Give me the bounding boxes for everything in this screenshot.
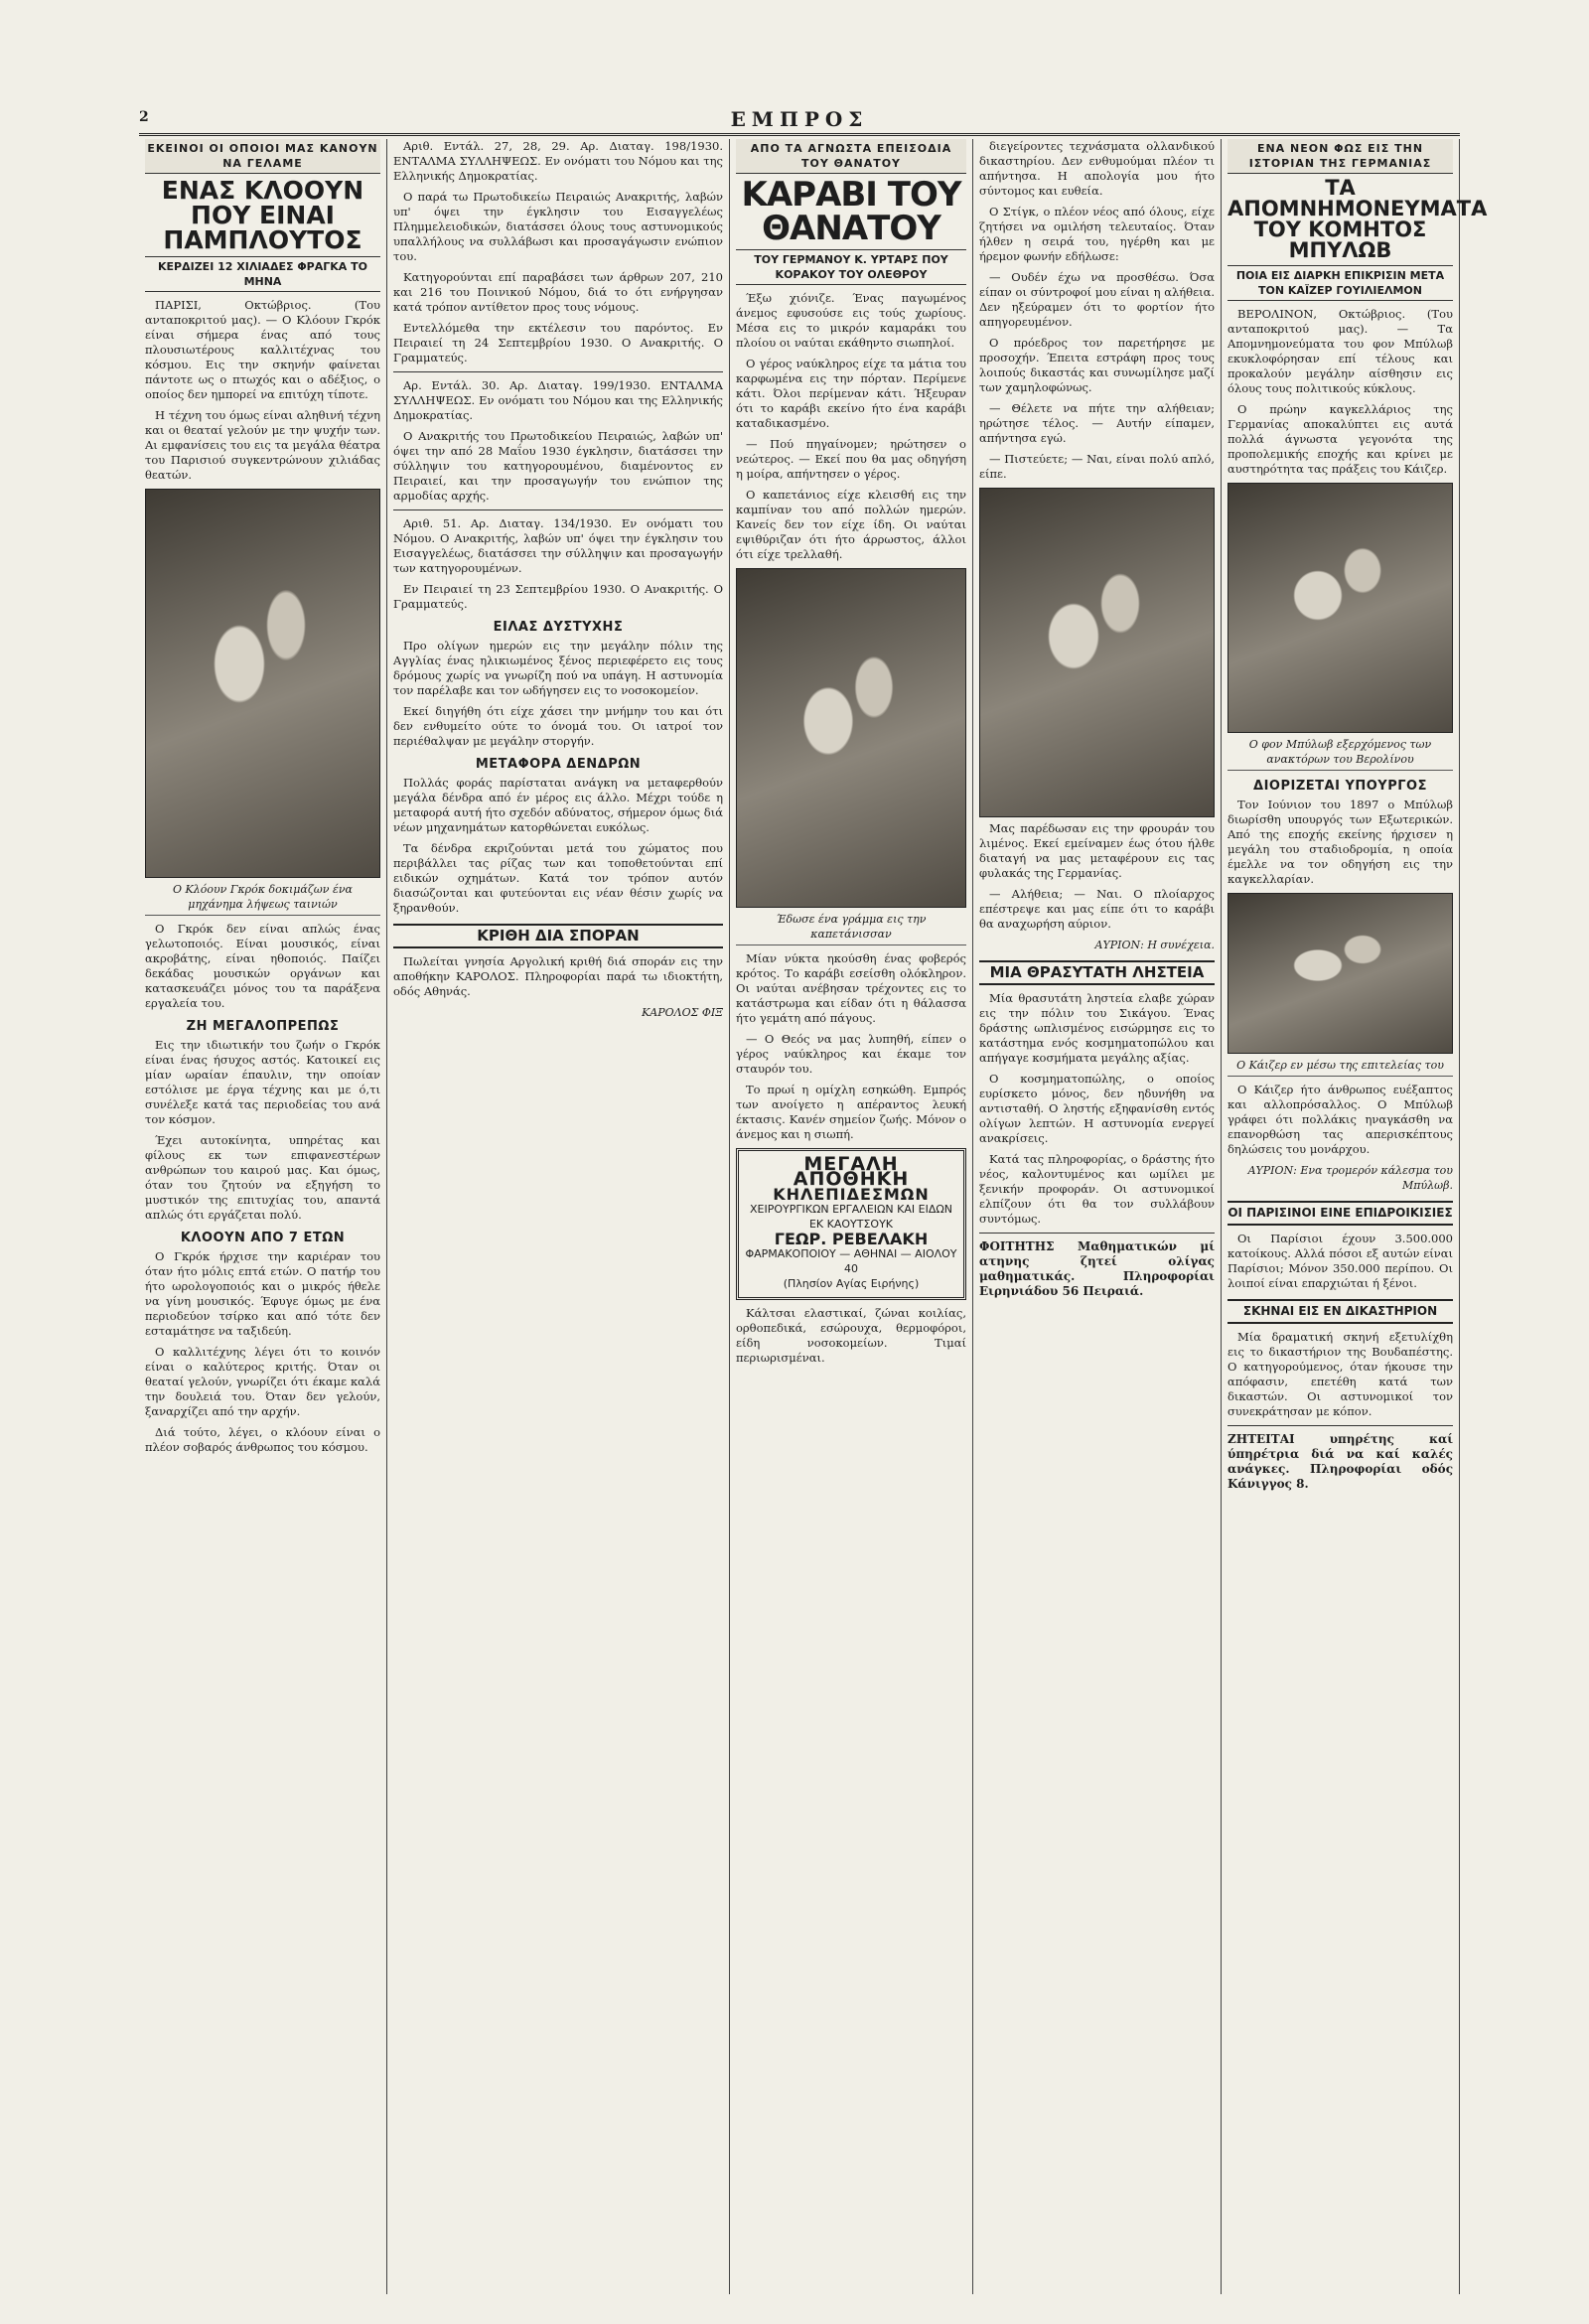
- paragraph: Αρ. Εντάλ. 30. Αρ. Διαταγ. 199/1930. ΕΝΤΑΛΜΑ ΣΥΛΛΗΨΕΩΣ. Εν ονόματι του Νόμου και της Ελληνικής Δημοκρατίας.: [393, 378, 723, 422]
- paragraph: — Ουδέν έχω να προσθέσω. Όσα είπαν οι σύντροφοί μου είναι η αλήθεια. Δεν ηξεύραμεν ότι το φορτίον ήτο απηγορευμένον.: [979, 270, 1215, 329]
- paragraph: Ο πρόεδρος τον παρετήρησε με προσοχήν. Έπειτα εστράφη προς τους λοιπούς δικαστάς και συνωμίλησε μαζί των χαμηλοφώνως.: [979, 336, 1215, 394]
- paragraph: Εν Πειραιεί τη 23 Σεπτεμβρίου 1930. Ο Ανακριτής. Ο Γραμματεύς.: [393, 582, 723, 611]
- paragraph: Ο καλλιτέχνης λέγει ότι το κοινόν είναι ο καλύτερος κριτής. Όταν οι θεαταί γελούν, γνωρίζει ότι έκαμε καλά την δουλειά του. Όταν δεν γελούν, ξαναρχίζει από την αρχήν.: [145, 1345, 380, 1418]
- kicker: ΑΠΟ ΤΑ ΑΓΝΩΣΤΑ ΕΠΕΙΣΟΔΙΑ ΤΟΥ ΘΑΝΑΤΟΥ: [736, 139, 966, 174]
- paragraph: ΒΕΡΟΛΙΝΟΝ, Οκτώβριος. (Του ανταποκριτού μας). — Τα Απομνημονεύματα του φον Μπύλωβ εκυκλοφόρησαν επί τέλους και προκαλούν μεγάλην αίσθησιν εις όλους τους πολιτικούς κύκλους.: [1228, 307, 1453, 395]
- paragraph: Μία θρασυτάτη ληστεία ελαβε χώραν εις την πόλιν του Σικάγου. Ένας δράστης ωπλισμένος εισώρμησε εις το κατάστημα ενός κοσμηματοπώλου και απήγαγε κοσμήματα μεγάλης αξίας.: [979, 991, 1215, 1065]
- paragraph: Έξω χιόνιζε. Ένας παγωμένος άνεμος εφυσούσε εις τούς χωρίους. Μέσα εις το μικρόν καμαράκι του πλοίου οι ναύται εκάθηντο σιωπηλοί.: [736, 291, 966, 350]
- paragraph: Αριθ. 51. Αρ. Διαταγ. 134/1930. Εν ονόματι του Νόμου. Ο Ανακριτής, λαβών υπ' όψει την έγκλησιν του Εισαγγελέως, διατάσσει την σύλληψιν και προσαγωγήν των κατηγορουμένων.: [393, 516, 723, 575]
- paragraph: — Αλήθεια; — Ναι. Ο πλοίαρχος επέστρεψε και μας είπε ότι το καράβι θα αναχωρήση αύριον.: [979, 887, 1215, 931]
- classified-ad: ΖΗΤΕΙΤΑΙ υπηρέτης καί ύπηρέτρια διά να καί καλές ανάγκες. Πληροφορίαι οδός Κάνιγγος 8.: [1228, 1432, 1453, 1491]
- subhead: ΤΟΥ ΓΕΡΜΑΝΟΥ Κ. ΥΡΤΑΡΣ ΠΟΥ ΚΟΡΑΚΟΥ ΤΟΥ ΟΛΕΘΡΟΥ: [736, 249, 966, 285]
- paragraph: Τα δένδρα εκριζούνται μετά του χώματος που περιβάλλει τας ρίζας των και τοποθετούνται επί ειδικών οχημάτων. Κατά τον τρόπον αυτόν διασώζονται και φυτεύονται εις νέαν θέσιν χωρίς να ξηρανθούν.: [393, 841, 723, 915]
- paragraph: Ο καπετάνιος είχε κλεισθή εις την καμπίναν του από πολλών ημερών. Κανείς δεν τον είχε ίδη. Οι ναύται εψιθύριζαν ότι ήτο άρρωστος, άλλοι ότι είχε τρελλαθή.: [736, 488, 966, 561]
- ad-title: ΜΕΓΑΛΗ ΑΠΟΘΗΚΗ: [793, 1153, 910, 1190]
- section-heading: ΚΛΟΟΥΝ ΑΠΟ 7 ΕΤΩΝ: [180, 1231, 346, 1245]
- headline: ΤΑ ΑΠΟΜΝΗΜΟΝΕΥΜΑΤΑ ΤΟΥ ΚΟΜΗΤΟΣ ΜΠΥΛΩΒ: [1228, 176, 1488, 262]
- ad-line: ΦΑΡΜΑΚΟΠΟΙΟΥ — ΑΘΗΝΑΙ — ΑΙΟΛΟΥ 40: [745, 1247, 957, 1275]
- photo-caption: Έδωσε ένα γράμμα εις την καπετάνισσαν: [736, 912, 966, 945]
- ad-subtitle: ΚΗΛΕΠΙΔΕΣΜΩΝ: [773, 1185, 930, 1204]
- section-heading: ΔΙΟΡΙΖΕΤΑΙ ΥΠΟΥΡΓΟΣ: [1253, 779, 1427, 794]
- section-heading: ΟΙ ΠΑΡΙΣΙΝΟΙ ΕΙΝΕ ΕΠΙΔΡΟΙΚΙΣΙΕΣ: [1228, 1201, 1453, 1226]
- subhead: ΚΕΡΔΙΖΕΙ 12 ΧΙΛΙΑΔΕΣ ΦΡΑΓΚΑ ΤΟ ΜΗΝΑ: [145, 256, 380, 292]
- illustration: [736, 568, 966, 908]
- paragraph: Πωλείται γνησία Αργολική κριθή διά σποράν εις την αποθήκην ΚΑΡΟΛΟΣ. Πληροφορίαι παρά τω ιδιοκτήτη, οδός Αθηνάς.: [393, 954, 723, 998]
- paragraph: — Πιστεύετε; — Ναι, είναι πολύ απλό, είπε.: [979, 452, 1215, 481]
- paragraph: Έχει αυτοκίνητα, υπηρέτας και φίλους εκ των επιφανεστέρων ανθρώπων του καιρού μας. Και όμως, όταν του ζητούν να εξηγήση το μυστικόν της επιτυχίας του, απαντά απλώς ότι εργάζεται πολύ.: [145, 1133, 380, 1222]
- section-heading: ΜΕΤΑΦΟΡΑ ΔΕΝΔΡΩΝ: [475, 757, 642, 772]
- paragraph: Κατά τας πληροφορίας, ο δράστης ήτο νέος, καλοντυμένος και ωμίλει με ξενικήν προφοράν. Οι αστυνομικοί ελπίζουν ότι θα τον συλλάβουν συντόμως.: [979, 1152, 1215, 1226]
- paragraph: Μίαν νύκτα ηκούσθη ένας φοβερός κρότος. Το καράβι εσείσθη ολόκληρον. Οι ναύται ανέβησαν τρέχοντες εις το κατάστρωμα και είδαν ότι η θάλασσα ήτο γεμάτη από πάγους.: [736, 951, 966, 1025]
- ad-heading: ΚΡΙΘΗ ΔΙΑ ΣΠΟΡΑΝ: [393, 924, 723, 948]
- portrait-photo: [979, 488, 1215, 817]
- clown-photo: [145, 489, 380, 878]
- ad-name: ΓΕΩΡ. ΡΕΒΕΛΑΚΗ: [774, 1230, 929, 1248]
- paragraph: Ο γέρος ναύκληρος είχε τα μάτια του καρφωμένα εις την πόρταν. Περίμενε κάτι. Όλοι περίμεναν κάτι. Ήξευραν ότι το καράβι εκείνο ήτο ένα καράβι καταδικασμένο.: [736, 357, 966, 430]
- paragraph: — Θέλετε να πήτε την αλήθειαν; ηρώτησε τέλος. — Αυτήν είπαμεν, απήντησα εγώ.: [979, 401, 1215, 445]
- paragraph: Προ ολίγων ημερών εις την μεγάλην πόλιν της Αγγλίας ένας ηλικιωμένος ξένος περιεφέρετο εις τους δρόμους χωρίς να γνωρίζη πού να υπάγη. Η αστυνομία τον παρέλαβε και τον ωδήγησεν εις το νοσοκομείον.: [393, 639, 723, 697]
- photo-caption: Ο Κάιζερ εν μέσω της επιτελείας του: [1228, 1058, 1453, 1077]
- headline: ΕΝΑΣ ΚΛΟΟΥΝ ΠΟΥ ΕΙΝΑΙ ΠΑΜΠΛΟΥΤΟΣ: [161, 176, 364, 254]
- paragraph: Διά τούτο, λέγει, ο κλόουν είναι ο πλέον σοβαρός άνθρωπος του κόσμου.: [145, 1425, 380, 1454]
- column-bulow-memoirs: [1222, 139, 1488, 2294]
- subhead: ΠΟΙΑ ΕΙΣ ΔΙΑΡΚΗ ΕΠΙΚΡΙΣΙΝ ΜΕΤΑ ΤΟΝ ΚΑΪΖΕΡ ΓΟΥΙΛΙΕΛΜΟΝ: [1228, 265, 1453, 301]
- divider: [393, 509, 723, 510]
- column-clown: [139, 139, 387, 2294]
- column-death-ship: [730, 139, 973, 2294]
- column-warrants: [387, 139, 730, 2294]
- paragraph: Η τέχνη του όμως είναι αληθινή τέχνη και οι θεαταί γελούν με την ψυχήν των. Αι εμφανίσεις του εις τα μεγάλα θέατρα του Παρισιού συγκεντρώνουν χιλιάδας θεατών.: [145, 408, 380, 482]
- paragraph: Ο κοσμηματοπώλης, ο οποίος ευρίσκετο μόνος, δεν ηδυνήθη να αντισταθή. Ο ληστής εξηφανίσθη εντός ολίγων λεπτών. Η αστυνομία ενεργεί ανακρίσεις.: [979, 1072, 1215, 1145]
- paragraph: Ο Γκρόκ δεν είναι απλώς ένας γελωτοποιός. Είναι μουσικός, είναι ακροβάτης, είναι ηθοποιός. Παίζει δεκάδας μουσικών οργάνων και κατασκευάζει μόνος του τα παράξενα εργαλεία του.: [145, 922, 380, 1010]
- paragraph: Ο παρά τω Πρωτοδικείω Πειραιώς Ανακριτής, λαβών υπ' όψει την έγκλησιν του Εισαγγελέως Πλημμελειοδικών, διατάσσει όλους τους αστυνομικούς υπαλλήλους να συλλάβωσι και προσαγάγωσιν ενώπιον του.: [393, 190, 723, 263]
- paragraph: ΠΑΡΙΣΙ, Οκτώβριος. (Του ανταποκριτού μας). — Ο Κλόουν Γκρόκ είναι σήμερα ένας από τους πλουσιωτέρους καλλιτέχνας του κόσμου. Εις την σκηνήν φαίνεται πάντοτε ως ο πτωχός και ο αδέξιος, ο οποίος δεν ημπορεί να επιτύχη τίποτε.: [145, 298, 380, 401]
- photo-caption: Ο Κλόουν Γκρόκ δοκιμάζων ένα μηχάνημα λήψεως ταινιών: [145, 882, 380, 916]
- paragraph: διεγείροντες τεχνάσματα ολλανδικού δικαστηρίου. Δεν ενθυμούμαι πλέον τι απήντησα. Η απολογία μου ήτο σύντομος και ευθεία.: [979, 139, 1215, 198]
- newspaper-title: ΕΜΠΡΟΣ: [730, 107, 869, 131]
- paragraph: Ο πρώην καγκελλάριος της Γερμανίας αποκαλύπτει εις αυτά πολλά άγνωστα γεγονότα της προπολεμικής εποχής και κρίνει με αυστηρότητα τας πράξεις του Κάιζερ.: [1228, 402, 1453, 476]
- column-continuation: [973, 139, 1222, 2294]
- divider: [1228, 1425, 1453, 1426]
- signoff: ΑΥΡΙΟΝ: Η συνέχεια.: [1094, 939, 1215, 951]
- photo-caption: Ο φον Μπύλωβ εξερχόμενος των ανακτόρων του Βερολίνου: [1228, 737, 1453, 771]
- ad-line: ΧΕΙΡΟΥΡΓΙΚΩΝ ΕΡΓΑΛΕΙΩΝ ΚΑΙ ΕΙΔΩΝ ΕΚ ΚΑΟΥΤΣΟΥΚ: [749, 1203, 952, 1231]
- signoff: ΑΥΡΙΟΝ: Ενα τρομερόν κάλεσμα του Μπύλωβ.: [1247, 1164, 1453, 1192]
- section-heading: ΜΙΑ ΘΡΑΣΥΤΑΤΗ ΛΗΣΤΕΙΑ: [979, 960, 1215, 985]
- section-heading: ΖΗ ΜΕΓΑΛΟΠΡΕΠΩΣ: [186, 1019, 340, 1034]
- bulow-photo: [1228, 483, 1453, 733]
- paragraph: Ο Ανακριτής του Πρωτοδικείου Πειραιώς, λαβών υπ' όψει την από 28 Μαΐου 1930 έγκλησιν, διατάσσει την σύλληψιν του κατηγορουμένου, διαμένοντος εν Πειραιεί, και την προσαγωγήν του ενώπιον της αρμοδίας αρχής.: [393, 429, 723, 503]
- paragraph: Εντελλόμεθα την εκτέλεσιν του παρόντος. Εν Πειραιεί τη 24 Σεπτεμβρίου 1930. Ο Ανακριτής. Ο Γραμματεύς.: [393, 321, 723, 364]
- paragraph: Ο Γκρόκ ήρχισε την καριέραν του όταν ήτο μόλις επτά ετών. Ο πατήρ του ήτο ωρολογοποιός και ο μικρός ήθελε να γίνη μουσικός. Έφυγε όμως με ένα περιοδεύον τσίρκο και από τότε δεν εσταμάτησε να ταξιδεύη.: [145, 1249, 380, 1338]
- kicker: ΕΚΕΙΝΟΙ ΟΙ ΟΠΟΙΟΙ ΜΑΣ ΚΑΝΟΥΝ ΝΑ ΓΕΛΑΜΕ: [145, 139, 380, 174]
- kicker: ΕΝΑ ΝΕΟΝ ΦΩΣ ΕΙΣ ΤΗΝ ΙΣΤΟΡΙΑΝ ΤΗΣ ΓΕΡΜΑΝΙΑΣ: [1228, 139, 1453, 174]
- paragraph: — Πού πηγαίνομεν; ηρώτησεν ο νεώτερος. — Εκεί που θα μας οδηγήση η μοίρα, απήντησεν ο γέρος.: [736, 437, 966, 481]
- paragraph: Ο Κάιζερ ήτο άνθρωπος ευέξαπτος και αλλοπρόσαλλος. Ο Μπύλωβ γράφει ότι πολλάκις ηναγκάσθη να επανορθώση τας απερισκέπτους δηλώσεις του μονάρχου.: [1228, 1083, 1453, 1156]
- paragraph: Τον Ιούνιον του 1897 ο Μπύλωβ διωρίσθη υπουργός των Εξωτερικών. Από της εποχής εκείνης ήρχισεν η μεγάλη του σταδιοδρομία, η οποία έμελλε να τον οδηγήση εις την καγκελλαρίαν.: [1228, 798, 1453, 886]
- ad-line: (Πλησίον Αγίας Ειρήνης): [783, 1277, 920, 1290]
- section-heading: ΕΙΛΑΣ ΔΥΣΤΥΧΗΣ: [493, 620, 624, 635]
- paragraph: Οι Παρίσιοι έχουν 3.500.000 κατοίκους. Αλλά πόσοι εξ αυτών είναι Παρίσιοι; Μόνον 350.000 περίπου. Οι λοιποί είναι επαρχιώται ή ξένοι.: [1228, 1232, 1453, 1290]
- paragraph: Ο Στίγκ, ο πλέον νέος από όλους, είχε ζητήσει να ομιλήση τελευταίος. Όταν ήλθεν η σειρά του, ηγέρθη και με ήρεμον φωνήν εδήλωσε:: [979, 205, 1215, 263]
- divider: [979, 1233, 1215, 1234]
- kaiser-photo: [1228, 893, 1453, 1054]
- paragraph: Κατηγορούνται επί παραβάσει των άρθρων 207, 210 και 216 του Ποινικού Νόμου, διά το ότι ενήργησαν κατά τρόπον αντίθετον προς τους νόμους.: [393, 270, 723, 314]
- paragraph: — Ο Θεός να μας λυπηθή, είπεν ο γέρος ναύκληρος και έκαμε τον σταυρόν του.: [736, 1032, 966, 1076]
- page-number: 2: [139, 109, 149, 125]
- section-heading: ΣΚΗΝΑΙ ΕΙΣ ΕΝ ΔΙΚΑΣΤΗΡΙΟΝ: [1228, 1299, 1453, 1324]
- paragraph: Αριθ. Εντάλ. 27, 28, 29. Αρ. Διαταγ. 198/1930. ΕΝΤΑΛΜΑ ΣΥΛΛΗΨΕΩΣ. Εν ονόματι του Νόμου και της Ελληνικής Δημοκρατίας.: [393, 139, 723, 183]
- pharmacy-ad: [736, 1148, 966, 1300]
- masthead: [139, 107, 1460, 136]
- paragraph: Κάλτσαι ελαστικαί, ζώναι κοιλίας, ορθοπεδικά, εσώρουχα, θερμοφόροι, είδη νοσοκομείων. Τιμαί περιωρισμέναι.: [736, 1306, 966, 1365]
- paragraph: Μας παρέδωσαν εις την φρουράν του λιμένος. Εκεί εμείναμεν έως ότου ήλθε διαταγή να μας μεταφέρουν εις τας φυλακάς της Γερμανίας.: [979, 821, 1215, 880]
- paragraph: Εις την ιδιωτικήν του ζωήν ο Γκρόκ είναι ένας ήσυχος αστός. Κατοικεί εις μίαν ωραίαν έπαυλιν, την οποίαν εστόλισε με έργα τέχνης και με ό,τι συνέλεξε κατά τας περιοδείας του ανά τον κόσμον.: [145, 1038, 380, 1126]
- paragraph: Εκεί διηγήθη ότι είχε χάσει την μνήμην του και ότι δεν ενθυμείτο ούτε το όνομά του. Οι ιατροί τον περιέθαλψαν με μεγάλην στοργήν.: [393, 704, 723, 748]
- paragraph: Μία δραματική σκηνή εξετυλίχθη εις το δικαστήριον της Βουδαπέστης. Ο κατηγορούμενος, όταν ήκουσε την απόφασιν, επετέθη κατά των δικαστών. Οι αστυνομικοί τον συνεκράτησαν με κόπον.: [1228, 1330, 1453, 1418]
- classified-ad: ΦΟΙΤΗΤΗΣ Μαθηματικών μί ατηνης ζητεί ολίγας μαθηματικάς. Πληροφορίαι Ειρηνιάδου 56 Πειραιά.: [979, 1239, 1215, 1298]
- paragraph: Το πρωί η ομίχλη εσηκώθη. Εμπρός των ανοίγετο η απέραντος λευκή έκτασις. Κανέν σημείον ζωής. Μόνον ο άνεμος και η σιωπή.: [736, 1083, 966, 1141]
- divider: [393, 371, 723, 372]
- paragraph: Πολλάς φοράς παρίσταται ανάγκη να μεταφερθούν μεγάλα δένδρα από έν μέρος εις άλλο. Μέχρι τούδε η μεταφορά αυτή ήτο σχεδόν αδύνατος, σήμερον όμως διά νέων μηχανημάτων κατορθώνεται ευκόλως.: [393, 776, 723, 834]
- headline: ΚΑΡΑΒΙ ΤΟΥ ΘΑΝΑΤΟΥ: [741, 175, 961, 248]
- signoff: ΚΑΡΟΛΟΣ ΦΙΞ: [642, 1006, 723, 1019]
